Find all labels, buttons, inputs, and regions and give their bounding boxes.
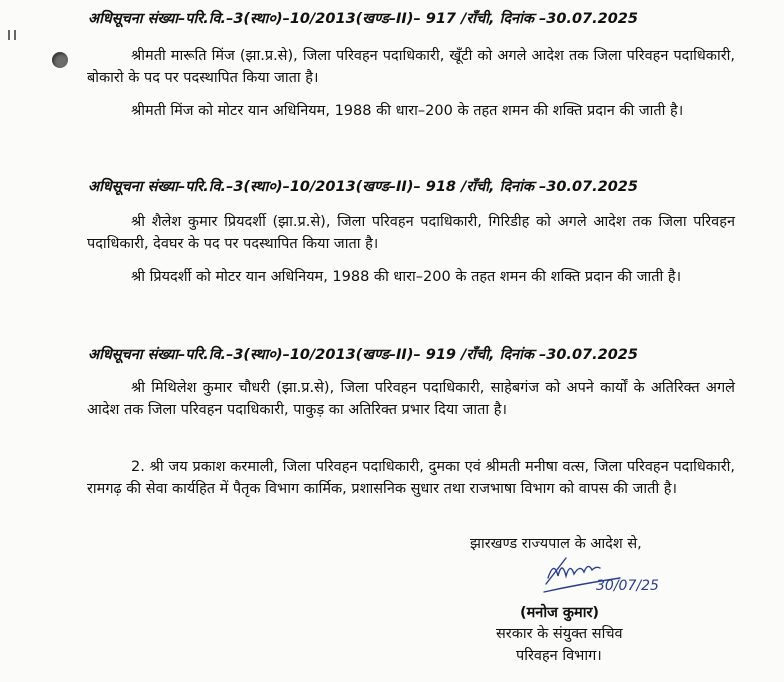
notification-body-918	[87, 211, 735, 288]
point-2-paragraph: 2. श्री जय प्रकाश करमाली, जिला परिवहन पदाधिकारी, दुमका एवं श्रीमती मनीषा वत्स, जिला परिवहन पदाधिकारी, रामगढ़ की सेवा कार्यहित में पैतृक विभाग कार्मिक, प्रशासनिक सुधार तथा राजभाषा विभाग को वापस की जाती है।	[87, 459, 735, 497]
signatory-department: परिवहन विभाग।	[516, 648, 602, 664]
handwritten-signature	[540, 548, 690, 600]
notification-paragraph: श्री शैलेश कुमार प्रियदर्शी (झा.प्र.से), जिला परिवहन पदाधिकारी, गिरिडीह को अगले आदेश तक जिला परिवहन पदाधिकारी, देवघर के पद पर पदस्थापित किया जाता है।	[87, 214, 735, 252]
notification-paragraph: श्रीमती मारूति मिंज (झा.प्र.से), जिला परिवहन पदाधिकारी, खूँटी को अगले आदेश तक जिला परिवहन पदाधिकारी, बोकारो के पद पर पदस्थापित किया जाता है।	[87, 48, 735, 86]
notification-paragraph: श्री मिथिलेश कुमार चौधरी (झा.प्र.से), जिला परिवहन पदाधिकारी, साहेबगंज को अपने कार्यों के अतिरिक्त अगले आदेश तक जिला परिवहन पदाधिकारी, पाकुड़ का अतिरिक्त प्रभार दिया जाता है।	[87, 380, 735, 418]
notification-body-917	[87, 45, 735, 122]
signatory-designation: सरकार के संयुक्त सचिव	[496, 626, 623, 642]
point-2-body	[87, 456, 735, 500]
notification-heading-919: अधिसूचना संख्या–परि.वि.–3(स्था०)–10/2013(खण्ड–II)– 919 /राँची, दिनांक –30.07.2025	[88, 347, 638, 363]
notification-paragraph: श्री प्रियदर्शी को मोटर यान अधिनियम, 1988 की धारा–200 के तहत शमन की शक्ति प्रदान की जाती है।	[131, 269, 682, 285]
notification-heading-917: अधिसूचना संख्या–परि.वि.–3(स्था०)–10/2013(खण्ड–II)– 917 /राँची, दिनांक –30.07.2025	[88, 11, 638, 27]
svg-text:30/07/25: 30/07/25	[596, 578, 659, 594]
notification-paragraph: श्रीमती मिंज को मोटर यान अधिनियम, 1988 की धारा–200 के तहत शमन की शक्ति प्रदान की जाती है।	[131, 103, 684, 119]
notification-heading-918: अधिसूचना संख्या–परि.वि.–3(स्था०)–10/2013(खण्ड–II)– 918 /राँची, दिनांक –30.07.2025	[88, 179, 638, 195]
punch-hole	[52, 52, 68, 68]
signatory-name: (मनोज कुमार)	[520, 605, 600, 621]
margin-tick-mark	[6, 28, 20, 42]
order-line: झारखण्ड राज्यपाल के आदेश से,	[470, 536, 642, 552]
notification-body-919	[87, 377, 735, 421]
